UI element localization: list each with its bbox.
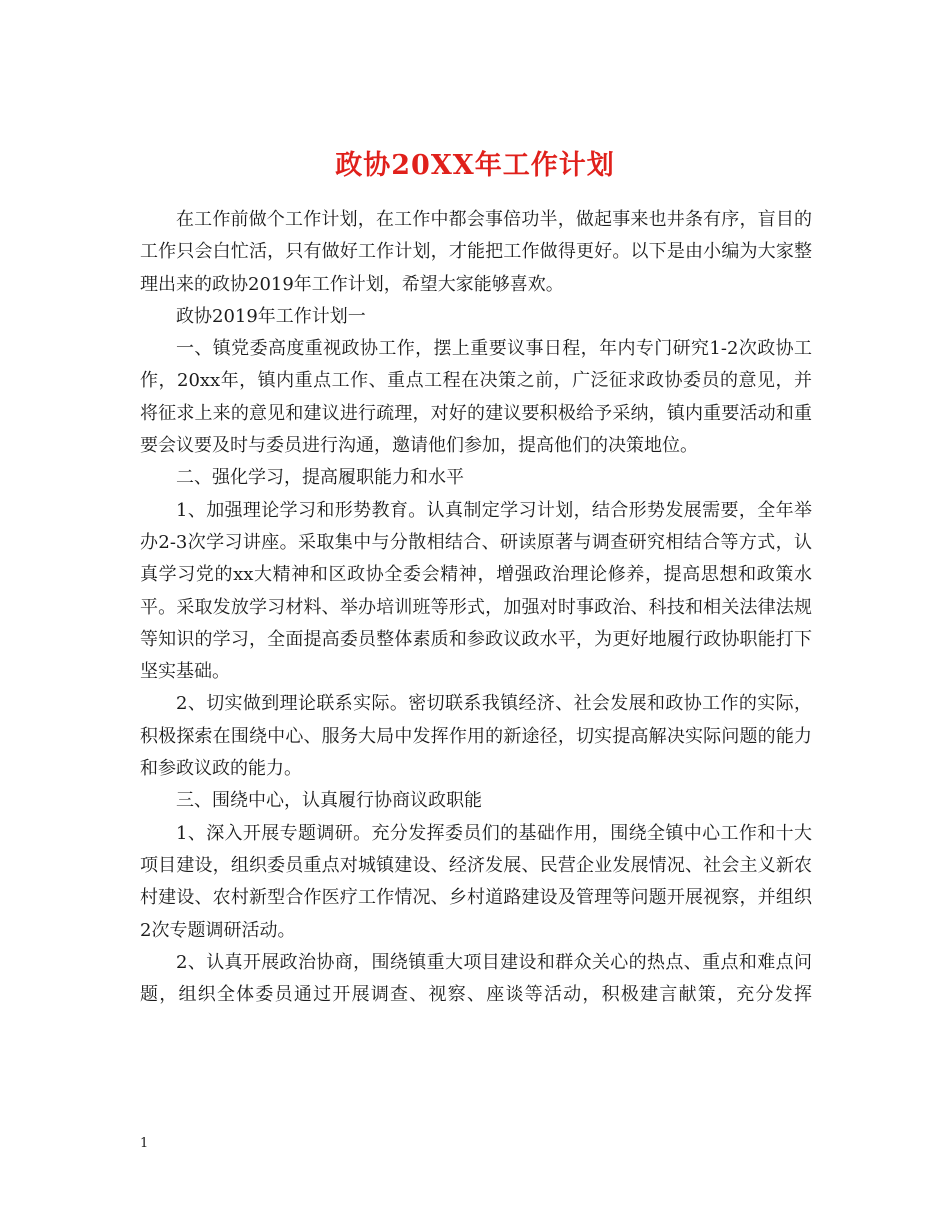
paragraph-2-2: 2、切实做到理论联系实际。密切联系我镇经济、社会发展和政协工作的实际，积极探索在围绕中心、服务大局中发挥作用的新途径，切实提高解决实际问题的能力和参政议政的能力。: [140, 693, 812, 780]
paragraph-section-one: 一、镇党委高度重视政协工作，摆上重要议事日程，年内专门研究1-2次政协工作，20xx年，镇内重点工作、重点工程在决策之前，广泛征求政协委员的意见，并将征求上来的意见和建议进行疏理，对好的建议要积极给予采纳，镇内重要活动和重要会议要及时与委员进行沟通，邀请他们参加，提高他们的决策地位。: [140, 338, 812, 457]
paragraph-2-1: 1、加强理论学习和形势教育。认真制定学习计划，结合形势发展需要，全年举办2-3次学习讲座。采取集中与分散相结合、研读原著与调查研究相结合等方式，认真学习党的xx大精神和区政协全委会精神，增强政治理论修养，提高思想和政策水平。采取发放学习材料、举办培训班等形式，加强对时事政治、科技和相关法律法规等知识的学习，全面提高委员整体素质和参政议政水平，为更好地履行政协职能打下坚实基础。: [140, 499, 812, 683]
paragraph-3-1: 1、深入开展专题调研。充分发挥委员们的基础作用，围绕全镇中心工作和十大项目建设，组织委员重点对城镇建设、经济发展、民营企业发展情况、社会主义新农村建设、农村新型合作医疗工作情况、乡村道路建设及管理等问题开展视察，并组织2次专题调研活动。: [140, 822, 812, 941]
document-title: 政协20XX年工作计划: [335, 150, 615, 182]
document-body: [140, 204, 812, 1011]
section-heading-three: 三、围绕中心，认真履行协商议政职能: [176, 790, 482, 812]
paragraph-intro: 在工作前做个工作计划，在工作中都会事倍功半，做起事来也井条有序，盲目的工作只会白忙活，只有做好工作计划，才能把工作做得更好。以下是由小编为大家整理出来的政协2019年工作计划，希望大家能够喜欢。: [140, 209, 812, 295]
page-number: 1: [140, 1136, 149, 1151]
section-heading-plan-one: 政协2019年工作计划一: [176, 305, 366, 327]
paragraph-3-2: 2、认真开展政治协商，围绕镇重大项目建设和群众关心的热点、重点和难点问题，组织全体委员通过开展调查、视察、座谈等活动，积极建言献策，充分发挥: [140, 951, 812, 1006]
section-heading-two: 二、强化学习，提高履职能力和水平: [176, 467, 464, 489]
